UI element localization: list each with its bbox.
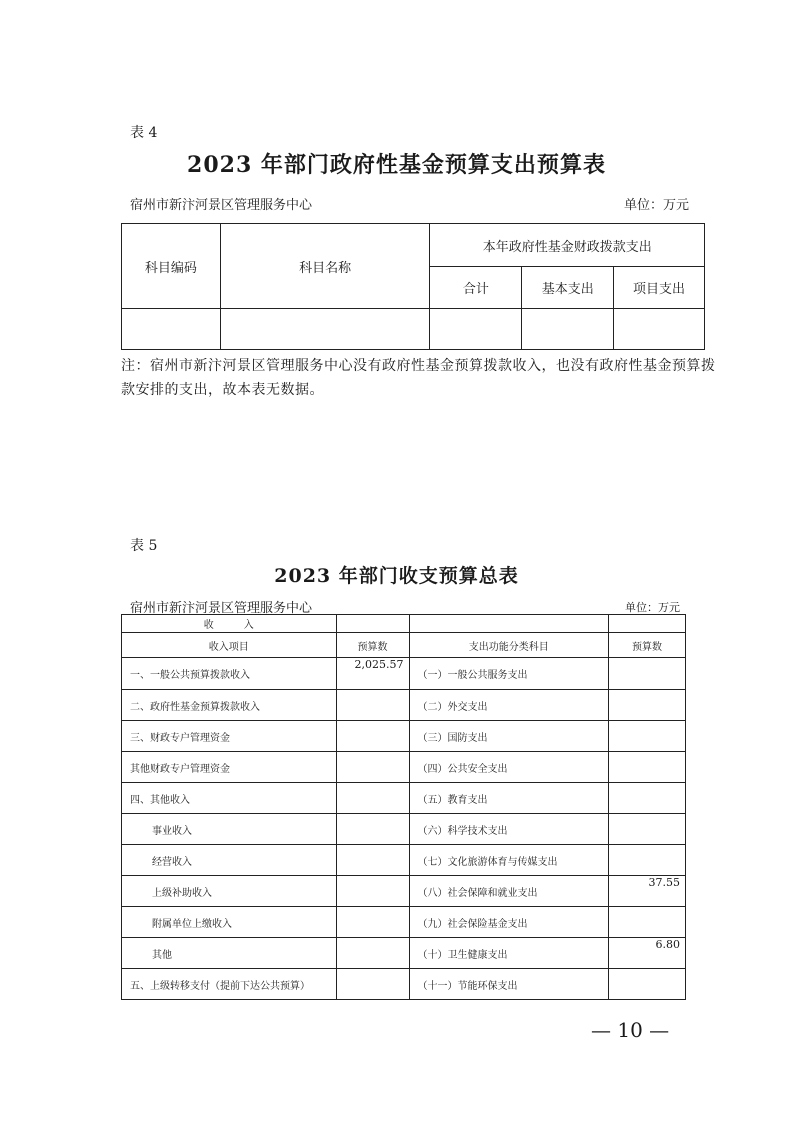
table-row	[122, 876, 686, 907]
income-amount	[336, 845, 409, 876]
expense-amount	[609, 845, 686, 876]
income-item: 三、财政专户管理资金	[122, 721, 337, 752]
income-amount	[336, 690, 409, 721]
table-row	[122, 752, 686, 783]
page-number: — 10 —	[591, 1018, 670, 1042]
expense-amount	[609, 783, 686, 814]
table-row	[122, 907, 686, 938]
income-item: 事业收入	[122, 814, 337, 845]
expense-item: （九）社会保险基金支出	[409, 907, 609, 938]
header-name: 科目名称	[220, 224, 430, 309]
income-amount	[336, 938, 409, 969]
income-item: 四、其他收入	[122, 783, 337, 814]
header-code: 科目编码	[122, 224, 221, 309]
income-amount	[336, 814, 409, 845]
table-row	[122, 938, 686, 969]
table4-note: 注：宿州市新汴河景区管理服务中心没有政府性基金预算拨款收入，也没有政府性基金预算拨款安排的支出，故本表无数据。	[121, 358, 716, 398]
income-item: 附属单位上缴收入	[122, 907, 337, 938]
expense-item: （四）公共安全支出	[409, 752, 609, 783]
table5-unit: 单位：万元	[625, 601, 680, 614]
table4-unit: 单位：万元	[624, 198, 690, 213]
table-row	[122, 969, 686, 1000]
table5-label: 表 5	[130, 538, 158, 554]
table-row	[122, 783, 686, 814]
table-cell	[220, 309, 430, 350]
header-basic: 基本支出	[522, 267, 614, 309]
income-amount	[336, 721, 409, 752]
header-project: 项目支出	[614, 267, 705, 309]
table-row	[122, 658, 686, 690]
expense-item: （六）科学技术支出	[409, 814, 609, 845]
table4-title: 2023 年部门政府性基金预算支出预算表	[187, 152, 606, 178]
expense-amount: 37.55	[609, 876, 686, 907]
income-amount	[336, 752, 409, 783]
income-item: 五、上级转移支付（提前下达公共预算）	[122, 969, 337, 1000]
expense-item: （二）外交支出	[409, 690, 609, 721]
expense-amount	[609, 907, 686, 938]
header-total: 合计	[430, 267, 522, 309]
expense-amount	[609, 721, 686, 752]
table4-label: 表 4	[130, 125, 158, 141]
expense-amount	[609, 969, 686, 1000]
table-row	[122, 845, 686, 876]
expense-amount: 6.80	[609, 938, 686, 969]
income-item: 其他财政专户管理资金	[122, 752, 337, 783]
expense-item: （十一）节能环保支出	[409, 969, 609, 1000]
expense-amount	[609, 752, 686, 783]
header-group: 本年政府性基金财政拨款支出	[430, 224, 705, 267]
income-item: 其他	[122, 938, 337, 969]
table-cell	[122, 309, 221, 350]
table-cell	[336, 615, 409, 633]
expense-item: （五）教育支出	[409, 783, 609, 814]
income-amount	[336, 783, 409, 814]
table-cell	[522, 309, 614, 350]
expense-amount	[609, 658, 686, 690]
table4-org: 宿州市新汴河景区管理服务中心	[130, 198, 313, 213]
header-expense-item: 支出功能分类科目	[409, 633, 609, 658]
table-cell	[430, 309, 522, 350]
expense-amount	[609, 814, 686, 845]
table-row	[122, 690, 686, 721]
table-cell	[409, 615, 609, 633]
income-amount: 2,025.57	[336, 658, 409, 690]
table5-title: 2023 年部门收支预算总表	[274, 565, 519, 587]
income-item: 上级补助收入	[122, 876, 337, 907]
expense-item: （八）社会保障和就业支出	[409, 876, 609, 907]
table-row	[122, 721, 686, 752]
header-expense-amount: 预算数	[609, 633, 686, 658]
income-item: 二、政府性基金预算拨款收入	[122, 690, 337, 721]
table-row	[122, 814, 686, 845]
table-cell	[614, 309, 705, 350]
table5-org: 宿州市新汴河景区管理服务中心	[130, 601, 313, 616]
income-amount	[336, 876, 409, 907]
header-income-group: 收 入	[122, 615, 337, 633]
income-amount	[336, 969, 409, 1000]
header-income-item: 收入项目	[122, 633, 337, 658]
income-amount	[336, 907, 409, 938]
header-income-amount: 预算数	[336, 633, 409, 658]
table5	[121, 614, 686, 1000]
expense-item: （三）国防支出	[409, 721, 609, 752]
expense-item: （一）一般公共服务支出	[409, 658, 609, 690]
table-cell	[609, 615, 686, 633]
expense-amount	[609, 690, 686, 721]
expense-item: （七）文化旅游体育与传媒支出	[409, 845, 609, 876]
income-item: 一、一般公共预算拨款收入	[122, 658, 337, 690]
table4	[121, 223, 705, 350]
income-item: 经营收入	[122, 845, 337, 876]
expense-item: （十）卫生健康支出	[409, 938, 609, 969]
